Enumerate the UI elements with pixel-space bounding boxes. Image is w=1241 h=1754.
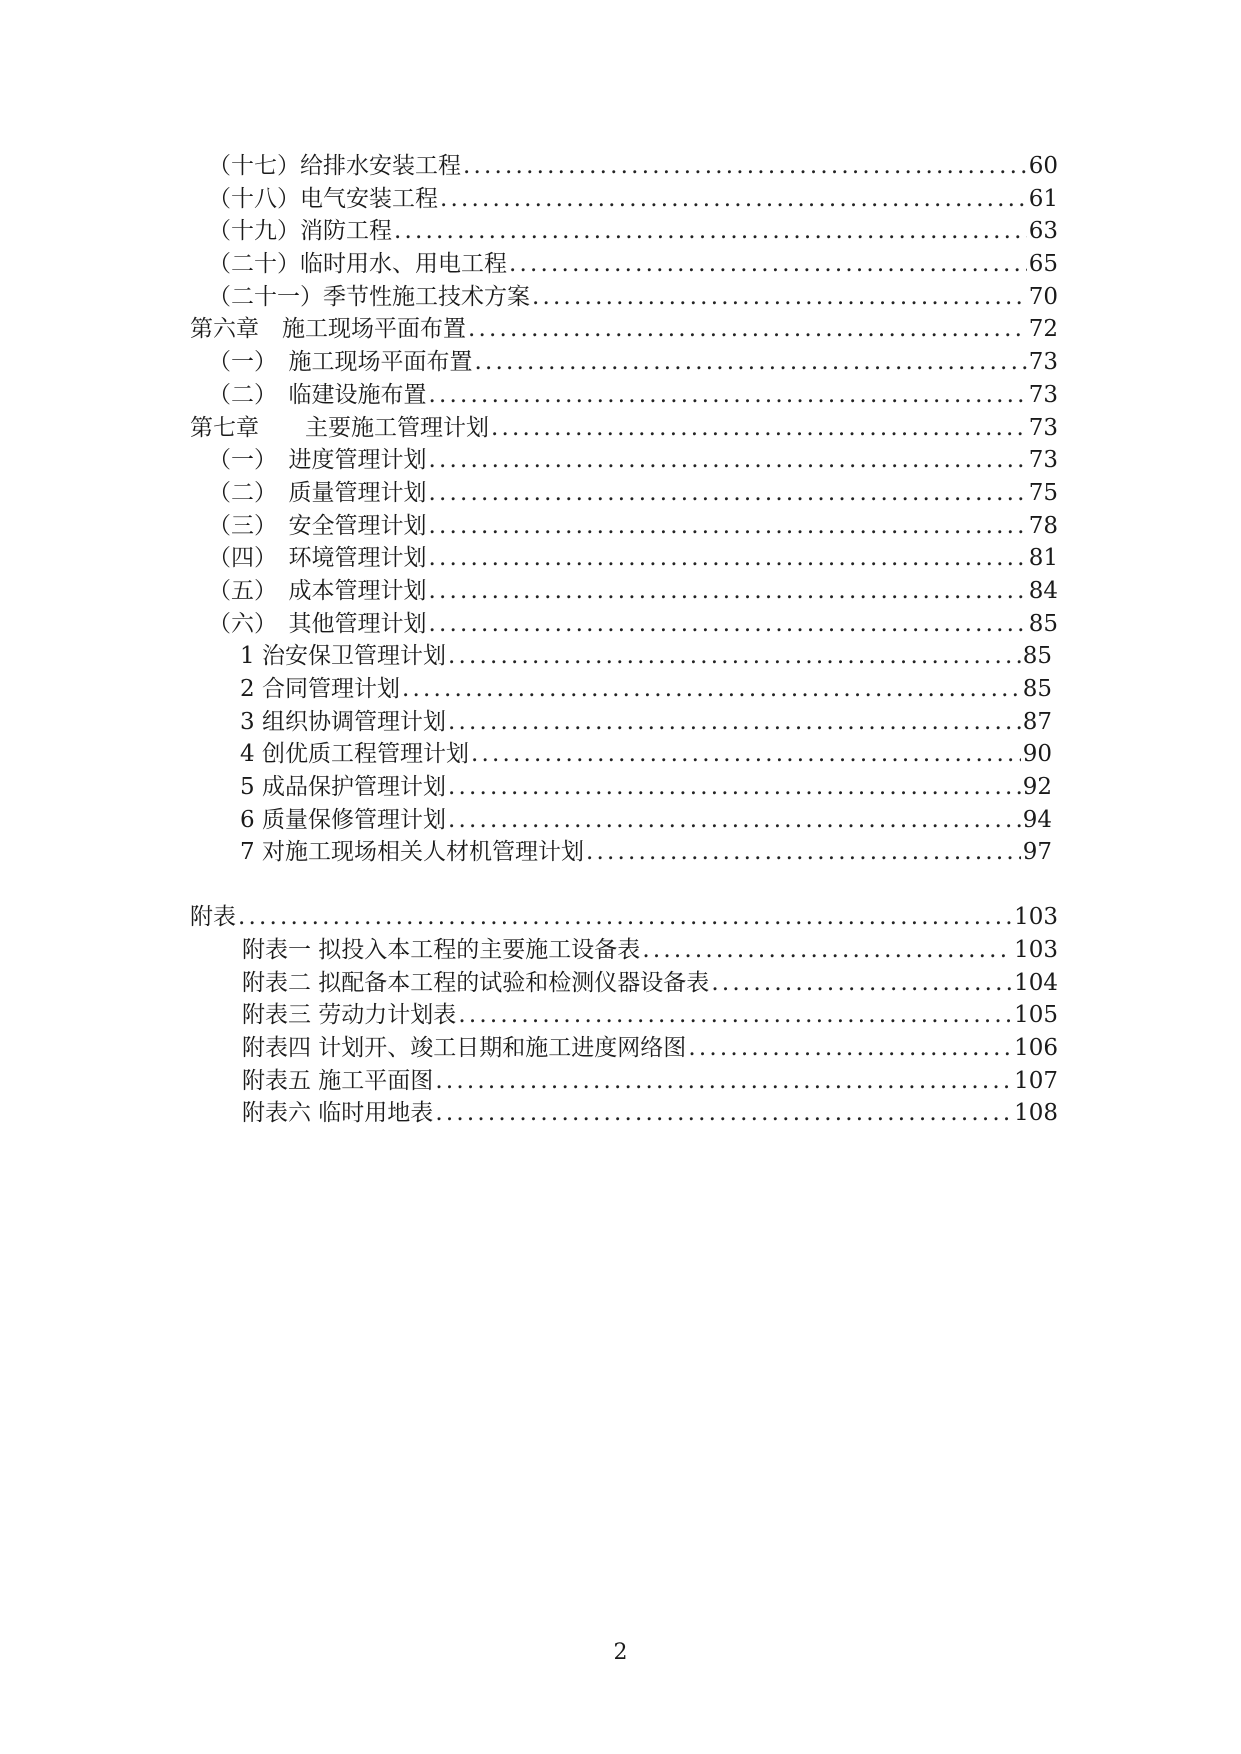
toc-entry-page: 94 [1022,806,1052,833]
toc-entry[interactable] [190,379,1058,412]
toc-entry-label: （二十一）季节性施工技术方案 [208,283,530,310]
table-of-contents [190,150,1058,1130]
page-number: 2 [613,1640,628,1665]
toc-leader-dots [402,673,1021,706]
toc-entry[interactable] [190,477,1058,510]
toc-leader-dots [471,738,1021,771]
toc-entry[interactable] [190,575,1058,608]
toc-entry-page: 63 [1028,218,1058,245]
toc-entry[interactable] [190,934,1058,967]
toc-entry[interactable] [190,836,1058,869]
toc-entry-label: （十九）消防工程 [208,218,392,245]
toc-leader-dots [394,215,1027,248]
toc-entry-label: （三） 安全管理计划 [208,512,427,539]
toc-entry[interactable] [190,412,1058,445]
toc-entry-page: 70 [1028,283,1058,310]
toc-entry-page: 108 [1014,1100,1058,1127]
toc-leader-dots [532,281,1027,314]
toc-entry[interactable] [190,771,1058,804]
toc-entry[interactable] [190,1097,1058,1130]
toc-entry[interactable] [190,346,1058,379]
toc-entry-label: （六） 其他管理计划 [208,610,427,637]
toc-leader-dots [458,999,1012,1032]
toc-leader-dots [448,640,1021,673]
toc-entry[interactable] [190,313,1058,346]
toc-leader-dots [475,346,1027,379]
toc-entry-label: 附表三 劳动力计划表 [242,1002,457,1029]
toc-entry[interactable] [190,901,1058,934]
toc-leader-dots [429,379,1027,412]
toc-entry-label: （一） 施工现场平面布置 [208,349,473,376]
toc-entry[interactable] [190,510,1058,543]
toc-entry-page: 104 [1014,969,1058,996]
toc-entry-page: 73 [1028,349,1058,376]
toc-entry-page: 103 [1014,936,1058,963]
toc-leader-dots [711,967,1012,1000]
toc-entry[interactable] [190,215,1058,248]
toc-leader-dots [688,1032,1012,1065]
toc-entry-label: （二） 质量管理计划 [208,479,427,506]
toc-leader-dots [429,575,1027,608]
toc-leader-dots [448,706,1021,739]
toc-entry-page: 73 [1028,414,1058,441]
toc-entry-page: 92 [1022,774,1052,801]
toc-entry-page: 81 [1028,545,1058,572]
toc-entry-page: 65 [1028,251,1058,278]
toc-entry-label: 附表 [190,904,236,931]
toc-entry[interactable] [190,248,1058,281]
toc-entry-label: （一） 进度管理计划 [208,447,427,474]
toc-leader-dots [429,608,1027,641]
toc-entry[interactable] [190,281,1058,314]
toc-entry-label: （二十）临时用水、用电工程 [208,251,507,278]
toc-entry-page: 78 [1028,512,1058,539]
toc-entry-label: 附表二 拟配备本工程的试验和检测仪器设备表 [242,969,710,996]
toc-entry-label: （二） 临建设施布置 [208,381,427,408]
toc-entry-page: 85 [1022,643,1052,670]
toc-entry-page: 103 [1014,904,1058,931]
toc-leader-dots [429,542,1027,575]
toc-entry-label: （十八）电气安装工程 [208,185,438,212]
toc-entry-page: 85 [1022,676,1052,702]
toc-entry-label: 5 成品保护管理计划 [240,774,446,801]
toc-leader-dots [448,771,1021,804]
toc-entry-label: 2 合同管理计划 [240,676,400,702]
toc-entry[interactable] [190,804,1058,837]
toc-entry[interactable] [190,673,1058,706]
toc-entry-page: 73 [1028,381,1058,408]
toc-entry-page: 84 [1028,577,1058,604]
toc-leader-dots [642,934,1012,967]
toc-entry-label: 附表五 施工平面图 [242,1067,434,1094]
toc-entry-label: 附表六 临时用地表 [242,1100,434,1127]
toc-entry-page: 97 [1022,839,1052,866]
toc-entry-page: 85 [1028,610,1058,637]
toc-entry[interactable] [190,444,1058,477]
toc-leader-dots [468,313,1027,346]
toc-entry-page: 90 [1022,741,1052,768]
toc-entry-page: 107 [1014,1067,1058,1094]
toc-entry-label: （四） 环境管理计划 [208,545,427,572]
toc-leader-dots [440,183,1027,216]
toc-entry[interactable] [190,608,1058,641]
toc-leader-dots [429,510,1027,543]
toc-entry[interactable] [190,1065,1058,1098]
toc-entry[interactable] [190,640,1058,673]
toc-leader-dots [429,444,1027,477]
toc-entry-page: 105 [1014,1002,1058,1029]
toc-entry-label: 第七章 主要施工管理计划 [190,414,489,441]
toc-entry-page: 87 [1022,708,1052,735]
toc-entry-label: 第六章 施工现场平面布置 [190,316,466,343]
toc-entry-page: 61 [1028,185,1058,212]
toc-entry[interactable] [190,706,1058,739]
toc-entry[interactable] [190,150,1058,183]
toc-leader-dots [448,804,1021,837]
toc-entry[interactable] [190,738,1058,771]
toc-entry-page: 60 [1028,153,1058,179]
toc-entry-label: 附表一 拟投入本工程的主要施工设备表 [242,936,641,963]
toc-entry[interactable] [190,183,1058,216]
toc-leader-dots [429,477,1027,510]
toc-leader-dots [509,248,1027,281]
toc-entry[interactable] [190,542,1058,575]
toc-entry-page: 72 [1028,316,1058,343]
toc-entry-page: 75 [1028,479,1058,506]
toc-entry-label: （五） 成本管理计划 [208,577,427,604]
toc-entry-label: 附表四 计划开、竣工日期和施工进度网络图 [242,1034,687,1061]
toc-entry[interactable] [190,967,1058,1000]
toc-leader-dots [491,412,1027,445]
toc-leader-dots [435,1065,1012,1098]
toc-entry-label: 7 对施工现场相关人材机管理计划 [240,839,584,866]
toc-entry-page: 73 [1028,447,1058,474]
toc-entry-label: 6 质量保修管理计划 [240,806,446,833]
toc-entry-label: （十七）给排水安装工程 [208,153,461,179]
toc-leader-dots [463,150,1027,183]
toc-leader-dots [586,836,1021,869]
toc-entry-page: 106 [1014,1034,1058,1061]
toc-entry-label: 3 组织协调管理计划 [240,708,446,735]
toc-entry[interactable] [190,999,1058,1032]
toc-leader-dots [238,901,1012,934]
toc-leader-dots [435,1097,1012,1130]
toc-entry[interactable] [190,1032,1058,1065]
toc-entry-label: 1 治安保卫管理计划 [240,643,446,670]
toc-entry-label: 4 创优质工程管理计划 [240,741,469,768]
